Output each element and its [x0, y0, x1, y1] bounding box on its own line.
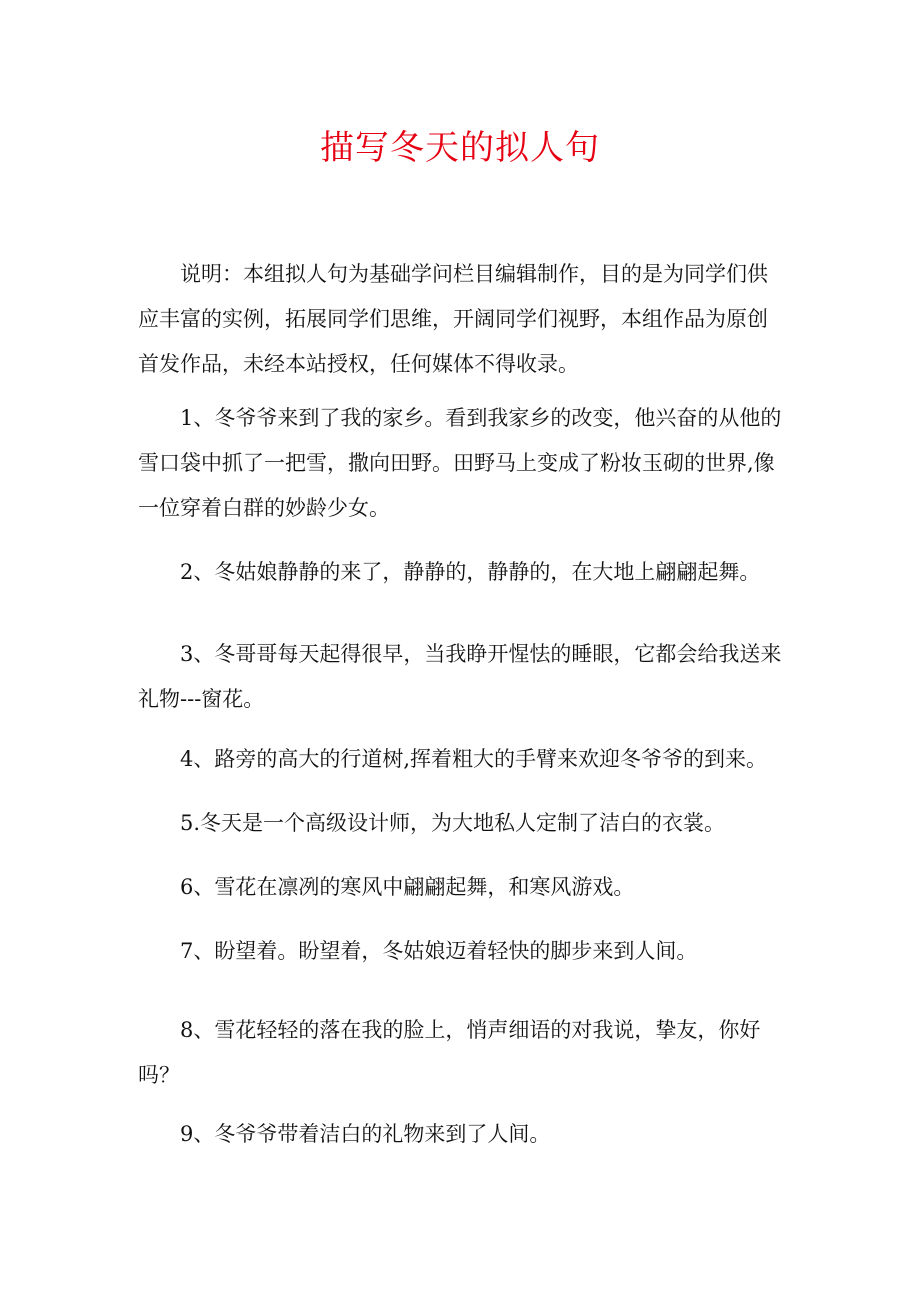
sentence-item-6: 6、雪花在凛冽的寒风中翩翩起舞，和寒风游戏。: [180, 875, 635, 899]
sentence-item-5: 5.冬天是一个高级设计师，为大地私人定制了洁白的衣裳。: [180, 811, 726, 835]
sentence-item-4: 4、路旁的高大的行道树,挥着粗大的手臂来欢迎冬爷爷的到来。: [180, 747, 768, 771]
sentence-item-1: 1、冬爷爷来到了我的家乡。看到我家乡的改变，他兴奋的从他的雪口袋中抓了一把雪，撒向田野。田野马上变成了粉妆玉砌的世界,像一位穿着白群的妙龄少女。: [138, 406, 782, 520]
sentence-item-9: 9、冬爷爷带着洁白的礼物来到了人间。: [180, 1122, 551, 1146]
document-title: 描写冬天的拟人句: [320, 128, 600, 168]
sentence-item-2: 2、冬姑娘静静的来了，静静的，静静的，在大地上翩翩起舞。: [180, 560, 761, 584]
sentence-item-3: 3、冬哥哥每天起得很早，当我睁开惺怯的睡眼，它都会给我送来礼物---窗花。: [138, 642, 782, 711]
sentence-item-7: 7、盼望着。盼望着，冬姑娘迈着轻快的脚步来到人间。: [180, 939, 698, 963]
sentence-item-8: 8、雪花轻轻的落在我的脸上，悄声细语的对我说，挚友，你好吗？: [138, 1018, 761, 1087]
intro-paragraph: 说明：本组拟人句为基础学问栏目编辑制作，目的是为同学们供应丰富的实例，拓展同学们思维，开阔同学们视野，本组作品为原创首发作品，未经本站授权，任何媒体不得收录。: [138, 262, 768, 376]
